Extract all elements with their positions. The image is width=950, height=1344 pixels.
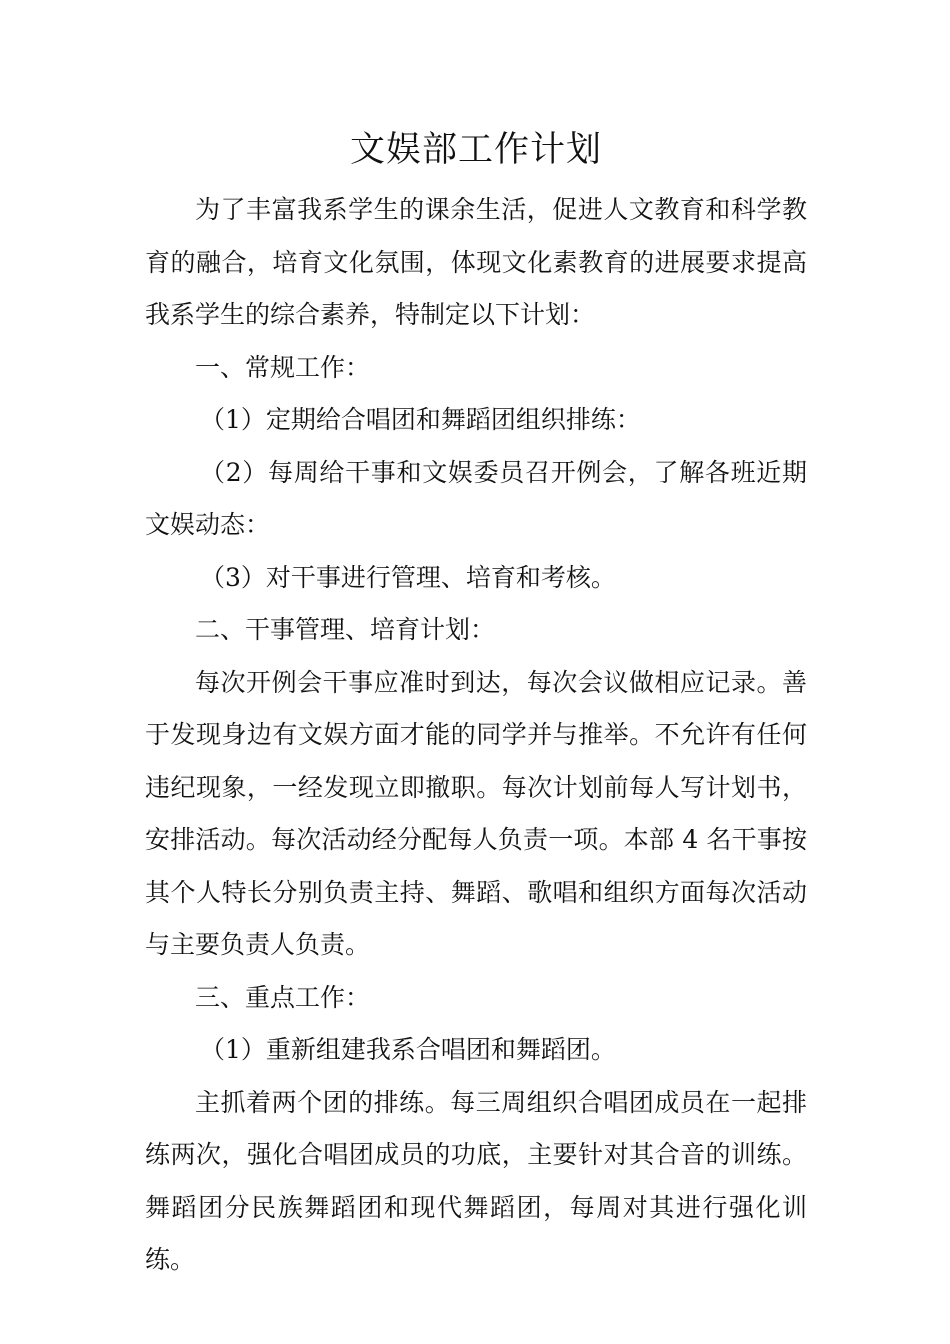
document-title: 文娱部工作计划 bbox=[349, 130, 602, 170]
staff-management-paragraph: 每次开例会干事应准时到达，每次会议做相应记录。善于发现身边有文娱方面才能的同学并与推举。不允许有任何违纪现象，一经发现立即撤职。每次计划前每人写计划书，安排活动。每次活动经分配每人负责一项。本部 4 名干事按其个人特长分别负责主持、舞蹈、歌唱和组织方面每次活动与主要负责人负责。 bbox=[145, 667, 807, 959]
routine-item-2: （2）每周给干事和文娱委员召开例会，了解各班近期文娱动态： bbox=[145, 457, 807, 539]
routine-item-1: （1）定期给合唱团和舞蹈团组织排练： bbox=[200, 405, 641, 434]
key-work-item-1: （1）重新组建我系合唱团和舞蹈团。 bbox=[200, 1035, 616, 1064]
section-heading-staff-management: 二、干事管理、培育计划： bbox=[195, 615, 496, 644]
section-heading-routine-work: 一、常规工作： bbox=[195, 352, 371, 382]
intro-paragraph: 为了丰富我系学生的课余生活，促进人文教育和科学教育的融合，培育文化氛围，体现文化素教育的进展要求提高我系学生的综合素养，特制定以下计划： bbox=[145, 195, 807, 329]
document-page bbox=[145, 120, 807, 1287]
routine-item-3: （3）对干事进行管理、培育和考核。 bbox=[200, 562, 616, 592]
rehearsal-paragraph: 主抓着两个团的排练。每三周组织合唱团成员在一起排练两次，强化合唱团成员的功底，主要针对其合音的训练。舞蹈团分民族舞蹈团和现代舞蹈团，每周对其进行强化训练。 bbox=[145, 1087, 807, 1274]
section-heading-key-work: 三、重点工作： bbox=[195, 982, 371, 1012]
